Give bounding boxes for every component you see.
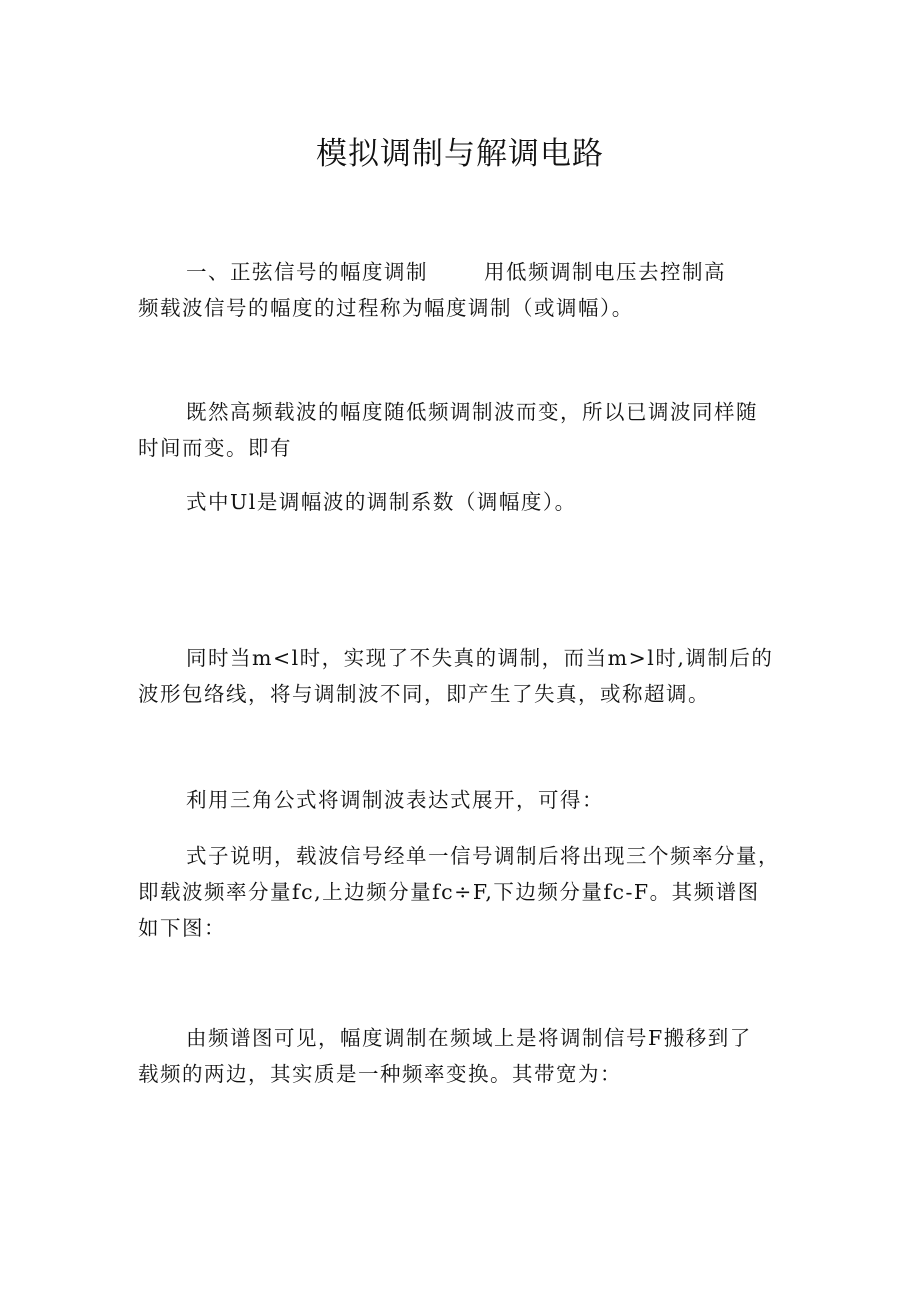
paragraph-line: 如下图： — [138, 916, 226, 940]
paragraph-line: 载频的两边，其实质是一种频率变换。其带宽为： — [138, 1062, 622, 1086]
paragraph-spectrum-bandwidth — [138, 1020, 798, 1092]
paragraph-line: 由频谱图可见，幅度调制在频域上是将调制信号F搬移到了 — [186, 1026, 752, 1050]
paragraph-line: 频载波信号的幅度的过程称为幅度调制（或调幅）。 — [138, 296, 634, 320]
paragraph-line — [138, 254, 798, 290]
paragraph-line: 同时当m<l时，实现了不失真的调制，而当m>l时,调制后的 — [186, 646, 774, 670]
paragraph-trig-expansion — [138, 782, 798, 818]
section-heading: 一、正弦信号的幅度调制 — [186, 260, 428, 284]
paragraph-line: 式子说明，载波信号经单一信号调制后将出现三个频率分量， — [186, 844, 780, 868]
paragraph-overmodulation — [138, 640, 798, 712]
paragraph-line: 波形包络线，将与调制波不同，即产生了失真，或称超调。 — [138, 682, 710, 706]
paragraph-carrier-varies — [138, 394, 798, 466]
paragraph-frequency-components — [138, 838, 798, 946]
paragraph-modulation-index — [138, 484, 798, 520]
paragraph-amplitude-modulation — [138, 254, 798, 326]
paragraph-line: 式中Ul是调幅波的调制系数（调幅度）。 — [186, 490, 577, 514]
paragraph-line: 既然高频载波的幅度随低频调制波而变，所以已调波同样随 — [186, 400, 758, 424]
paragraph-line: 利用三角公式将调制波表达式展开，可得： — [186, 788, 604, 812]
paragraph-line: 即载波频率分量fc,上边频分量fc÷F,下边频分量fc-F。其频谱图 — [138, 880, 760, 904]
paragraph-text: 用低频调制电压去控制高 — [484, 260, 726, 284]
paragraph-line: 时间而变。即有 — [138, 436, 292, 460]
document-title: 模拟调制与解调电路 — [316, 136, 604, 172]
